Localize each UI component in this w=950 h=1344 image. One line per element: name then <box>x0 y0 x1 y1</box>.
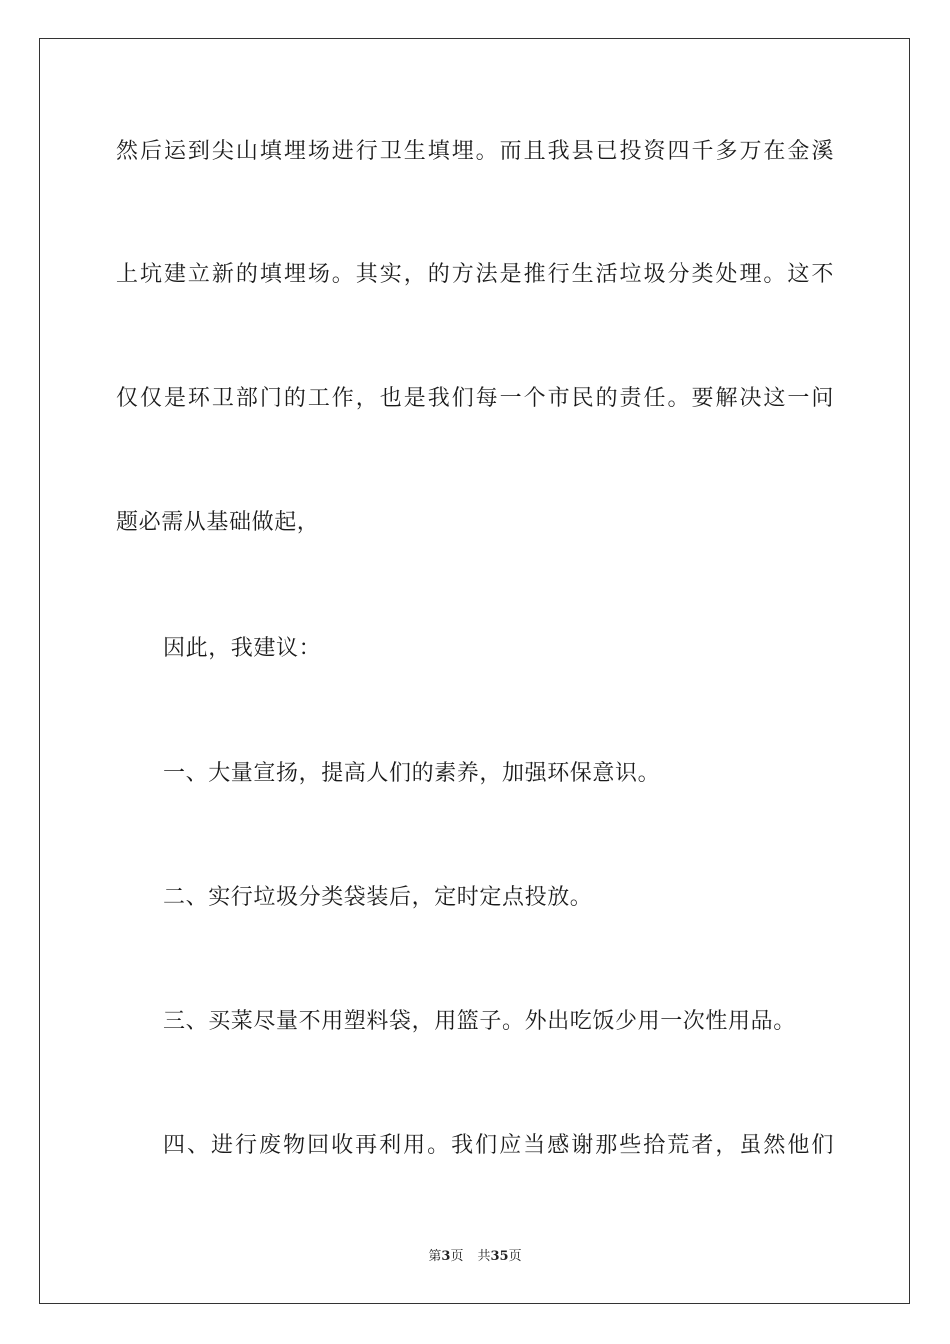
proposal-item-1: 一、大量宣扬，提高人们的素养，加强环保意识。 <box>163 761 661 786</box>
total-suffix: 页 <box>508 1249 522 1264</box>
proposal-intro: 因此，我建议： <box>163 636 322 661</box>
proposal-item-4: 四、进行废物回收再利用。我们应当感谢那些拾荒者，虽然他们 <box>163 1133 834 1158</box>
proposal-item-2: 二、实行垃圾分类袋装后，定时定点投放。 <box>163 885 593 910</box>
total-prefix: 共 <box>477 1249 491 1264</box>
page-prefix: 第 <box>428 1249 442 1264</box>
page-suffix: 页 <box>450 1249 464 1264</box>
paragraph-line-2: 上坑建立新的填埋场。其实，的方法是推行生活垃圾分类处理。这不 <box>116 262 834 287</box>
page-number: 3 <box>441 1249 451 1264</box>
paragraph-line-4: 题必需从基础做起， <box>116 510 320 535</box>
page-border <box>39 38 910 1304</box>
paragraph-line-3: 仅仅是环卫部门的工作，也是我们每一个市民的责任。要解决这一问 <box>116 386 834 411</box>
total-pages: 35 <box>490 1249 509 1264</box>
page-footer <box>0 1248 950 1266</box>
proposal-item-3: 三、买菜尽量不用塑料袋，用篮子。外出吃饭少用一次性用品。 <box>163 1009 796 1034</box>
paragraph-line-1: 然后运到尖山填埋场进行卫生填埋。而且我县已投资四千多万在金溪 <box>116 139 834 164</box>
